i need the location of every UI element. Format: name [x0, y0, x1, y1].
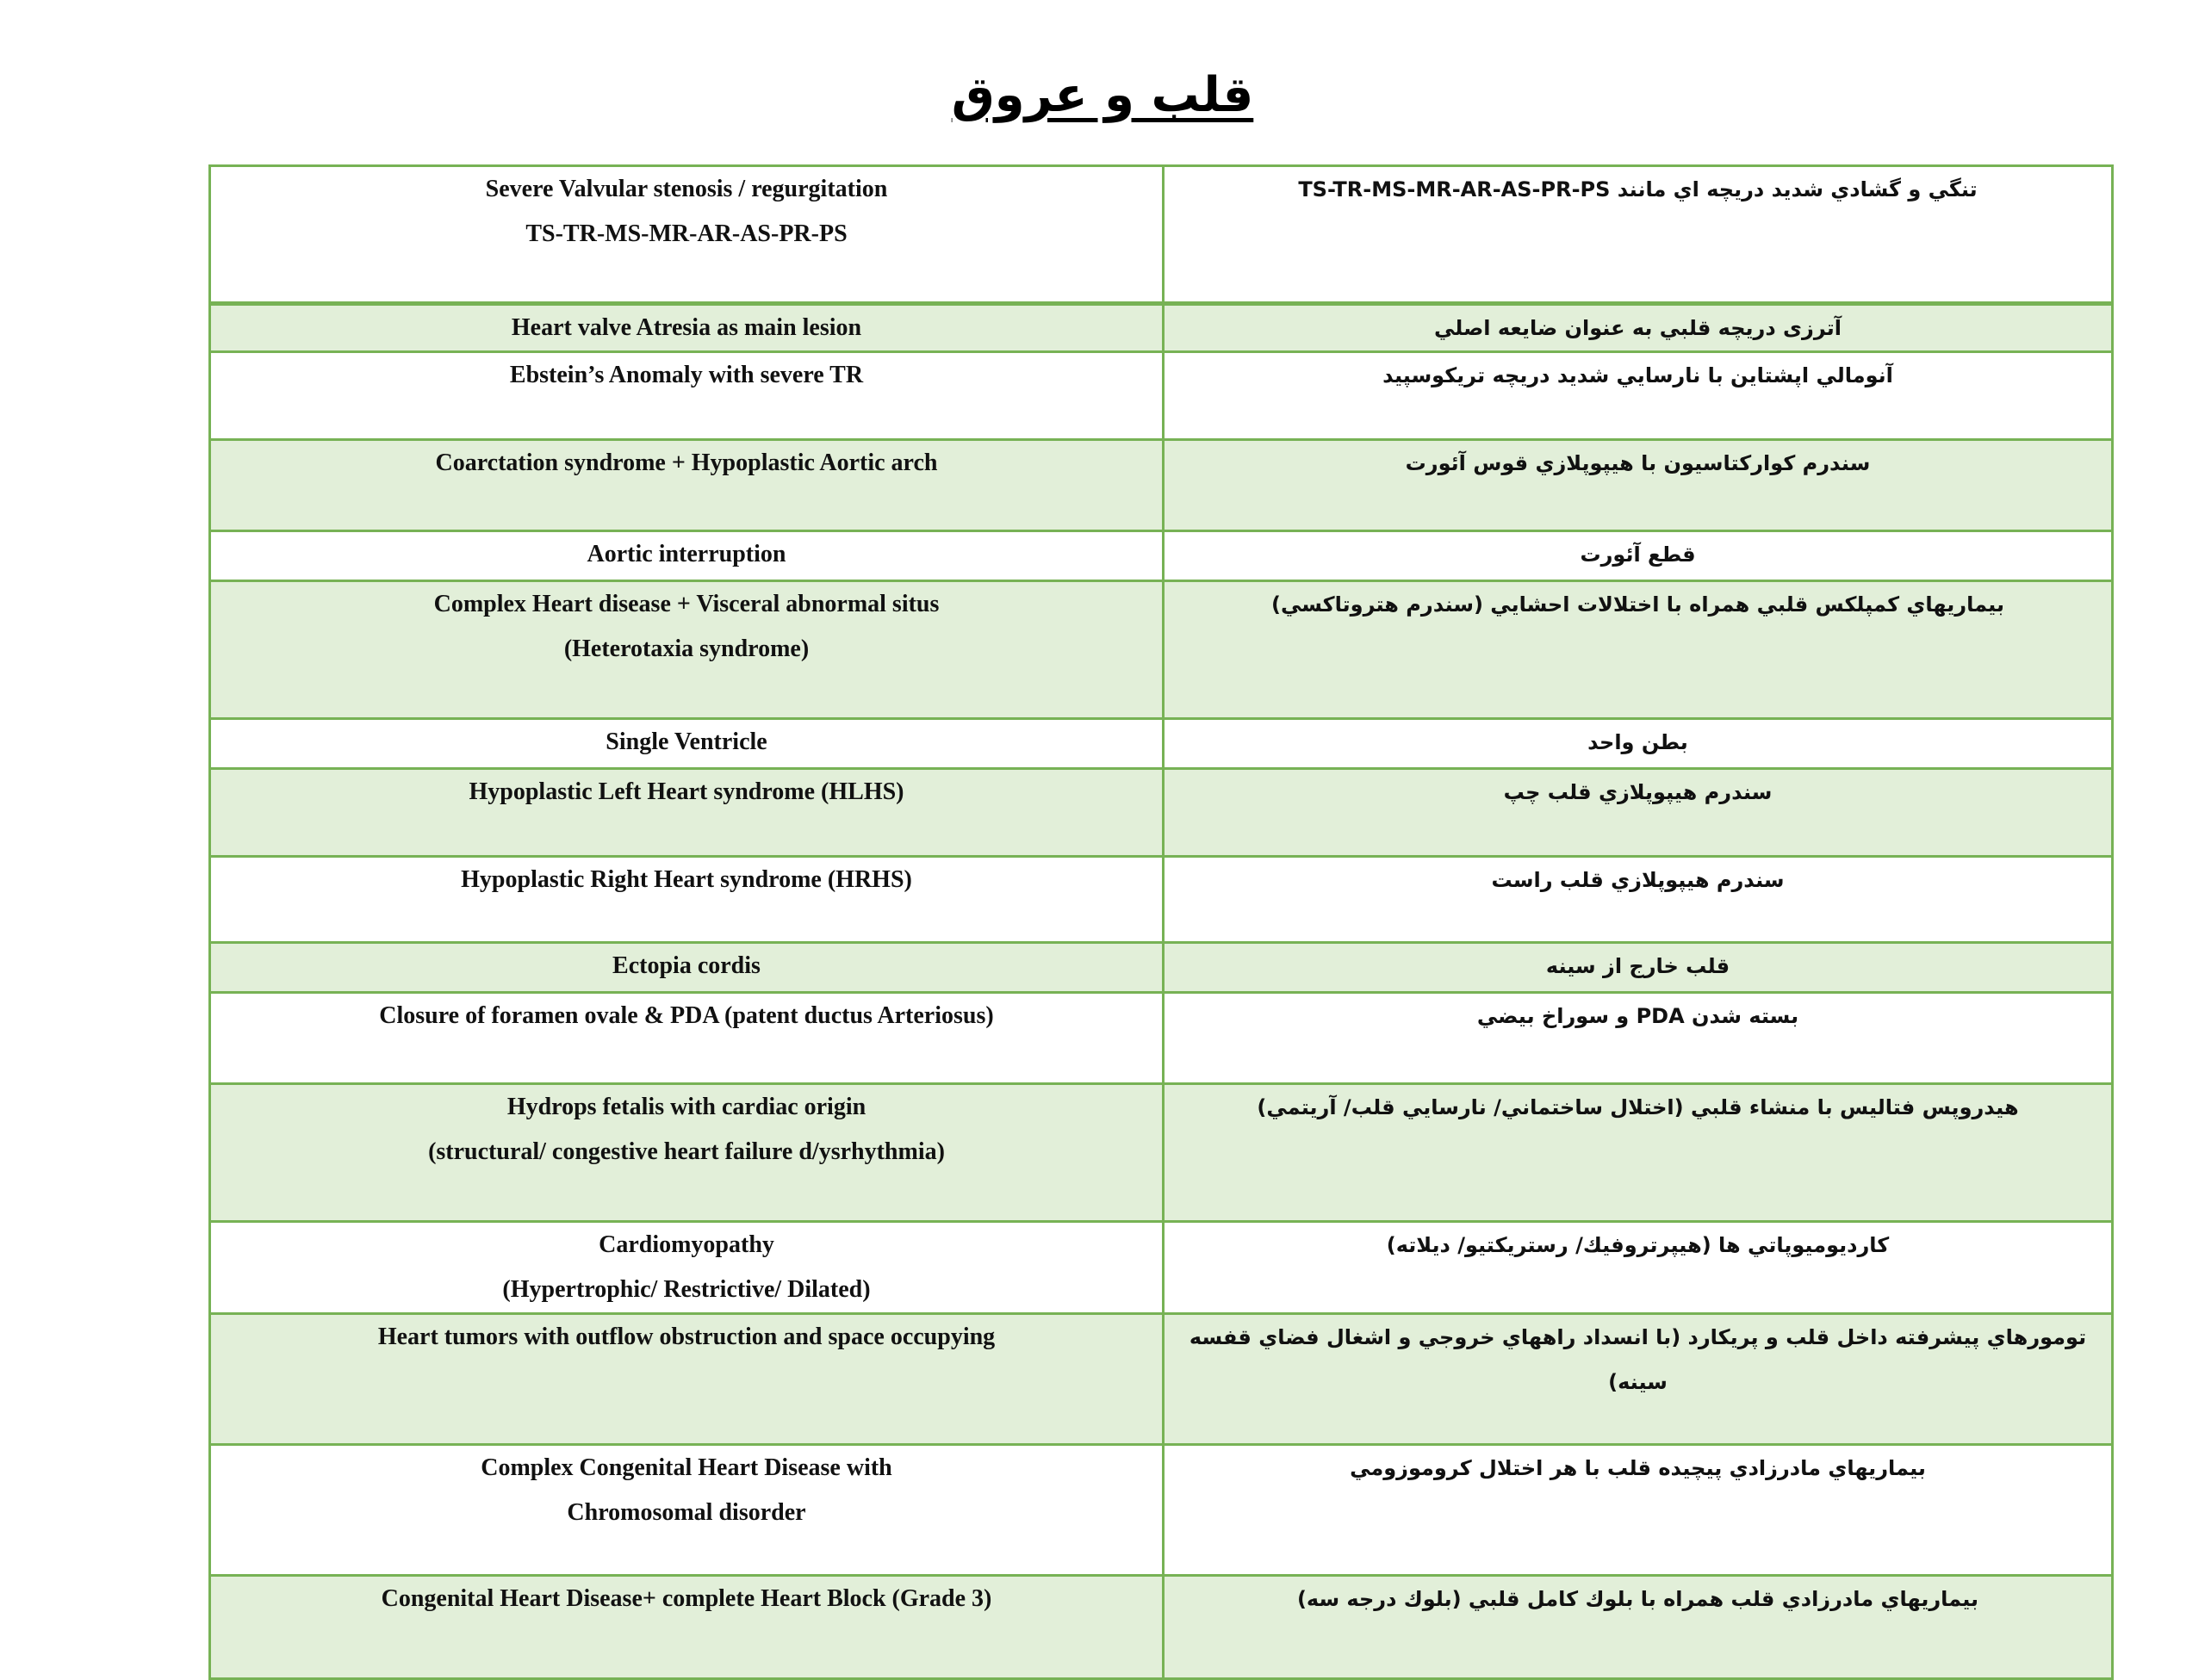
persian-term-cell	[1164, 719, 2113, 769]
english-term-line: Coarctation syndrome + Hypoplastic Aortic arch	[435, 449, 938, 476]
english-term-line: Closure of foramen ovale & PDA (patent ductus Arteriosus)	[379, 1002, 994, 1029]
english-term-cell	[210, 531, 1164, 581]
persian-term-text: بيماريهاي مادرزادي قلب همراه با بلوك كامل قلبي (بلوك درجه سه)	[1296, 1587, 1979, 1611]
persian-term-text: قطع آئورت	[1580, 542, 1696, 567]
table-body	[210, 166, 2113, 1679]
persian-term-text: آنومالي اپشتاين با نارسايي شديد دريچه تريكوسپيد	[1382, 363, 1893, 387]
persian-term-cell	[1164, 1314, 2113, 1445]
table-row	[210, 1314, 2113, 1445]
english-term-cell	[210, 943, 1164, 993]
english-term-cell	[210, 166, 1164, 304]
table-row	[210, 993, 2113, 1084]
table-row	[210, 769, 2113, 857]
persian-term-cell	[1164, 943, 2113, 993]
english-term-line: Hydrops fetalis with cardiac origin	[506, 1094, 866, 1120]
english-term-line: (Heterotaxia syndrome)	[563, 635, 810, 662]
persian-term-text: سندرم كواركتاسيون با هيپوپلازي قوس آئورت	[1405, 451, 1871, 475]
persian-term-text: هيدروپس فتاليس با منشاء قلبي (اختلال ساختماني/ نارسايي قلب/ آريتمي)	[1257, 1095, 2019, 1119]
english-term-line: Hypoplastic Left Heart syndrome (HLHS)	[469, 778, 904, 805]
persian-term-cell	[1164, 440, 2113, 531]
cardiac-conditions-table	[208, 164, 2114, 1680]
english-term-line: Heart tumors with outflow obstruction and space occupying	[377, 1324, 996, 1350]
english-term-cell	[210, 857, 1164, 943]
table-row	[210, 531, 2113, 581]
english-term-line: Single Ventricle	[606, 728, 767, 755]
persian-term-cell	[1164, 352, 2113, 440]
english-term-cell	[210, 581, 1164, 719]
persian-term-text: آترزی دريچه قلبي به عنوان ضايعه اصلي	[1433, 316, 1842, 340]
persian-term-cell	[1164, 769, 2113, 857]
table-row	[210, 581, 2113, 719]
english-term-cell	[210, 1314, 1164, 1445]
english-term-cell	[210, 352, 1164, 440]
english-term-line: Heart valve Atresia as main lesion	[511, 314, 862, 341]
english-term-cell	[210, 440, 1164, 531]
table-row	[210, 1576, 2113, 1679]
english-term-line: Complex Congenital Heart Disease with	[481, 1454, 892, 1481]
english-term-line: Severe Valvular stenosis / regurgitation	[485, 176, 888, 202]
persian-term-cell	[1164, 1576, 2113, 1679]
english-term-cell	[210, 993, 1164, 1084]
english-term-cell	[210, 1576, 1164, 1679]
persian-term-text: تومورهاي پيشرفته داخل قلب و پريكارد (با انسداد راههاي خروجي و اشغال فضاي قفسه سينه)	[1189, 1325, 2087, 1394]
table-row	[210, 440, 2113, 531]
table-row	[210, 719, 2113, 769]
page-title: قلب و عروق	[951, 67, 1254, 123]
persian-term-text: بسته شدن PDA و سوراخ بيضي	[1476, 1004, 1799, 1028]
persian-term-text: سندرم هيپوپلازي قلب راست	[1491, 868, 1785, 892]
english-term-cell	[210, 719, 1164, 769]
english-term-cell	[210, 1222, 1164, 1314]
persian-term-text: سندرم هيپوپلازي قلب چپ	[1503, 780, 1773, 804]
english-term-cell	[210, 1084, 1164, 1222]
persian-term-text: بيماريهاي مادرزادي پيچيده قلب با هر اختلال كروموزومي	[1350, 1456, 1926, 1480]
english-term-line: Complex Heart disease + Visceral abnormal situs	[433, 591, 940, 617]
persian-term-cell	[1164, 531, 2113, 581]
persian-term-text: تنگي و گشادي شديد دريچه اي مانند TS-TR-MS-MR-AR-AS-PR-PS	[1298, 177, 1978, 201]
english-term-line: Ectopia cordis	[612, 952, 761, 979]
english-term-line: (Hypertrophic/ Restrictive/ Dilated)	[502, 1276, 871, 1303]
english-term-line: Congenital Heart Disease+ complete Heart Block (Grade 3)	[381, 1585, 992, 1612]
table-row	[210, 857, 2113, 943]
persian-term-text: بيماريهاي كمپلكس قلبي همراه با اختلالات احشايي (سندرم هتروتاكسي)	[1271, 592, 2004, 617]
english-term-line: Chromosomal disorder	[567, 1499, 806, 1526]
persian-term-cell	[1164, 581, 2113, 719]
persian-term-cell	[1164, 993, 2113, 1084]
persian-term-cell	[1164, 1445, 2113, 1576]
persian-term-text: كارديوميوپاتي ها (هيپرتروفيك/ رستريكتيو/ ديلاته)	[1386, 1233, 1890, 1257]
persian-term-cell	[1164, 304, 2113, 352]
english-term-line: Cardiomyopathy	[599, 1231, 774, 1258]
english-term-line: Aortic interruption	[587, 541, 786, 567]
english-term-cell	[210, 1445, 1164, 1576]
table-row	[210, 166, 2113, 304]
english-term-line: (structural/ congestive heart failure d/ysrhythmia)	[428, 1138, 945, 1165]
table-row	[210, 304, 2113, 352]
persian-term-text: قلب خارج از سينه	[1545, 954, 1730, 978]
persian-term-cell	[1164, 166, 2113, 304]
persian-term-cell	[1164, 1222, 2113, 1314]
english-term-cell	[210, 304, 1164, 352]
table-row	[210, 1445, 2113, 1576]
table-row	[210, 1084, 2113, 1222]
english-term-line: Ebstein’s Anomaly with severe TR	[509, 362, 864, 388]
english-term-cell	[210, 769, 1164, 857]
table-row	[210, 1222, 2113, 1314]
english-term-line: TS-TR-MS-MR-AR-AS-PR-PS	[525, 220, 848, 247]
table-row	[210, 352, 2113, 440]
persian-term-cell	[1164, 857, 2113, 943]
table-row	[210, 943, 2113, 993]
persian-term-cell	[1164, 1084, 2113, 1222]
english-term-line: Hypoplastic Right Heart syndrome (HRHS)	[461, 866, 912, 893]
persian-term-text: بطن واحد	[1587, 730, 1688, 754]
